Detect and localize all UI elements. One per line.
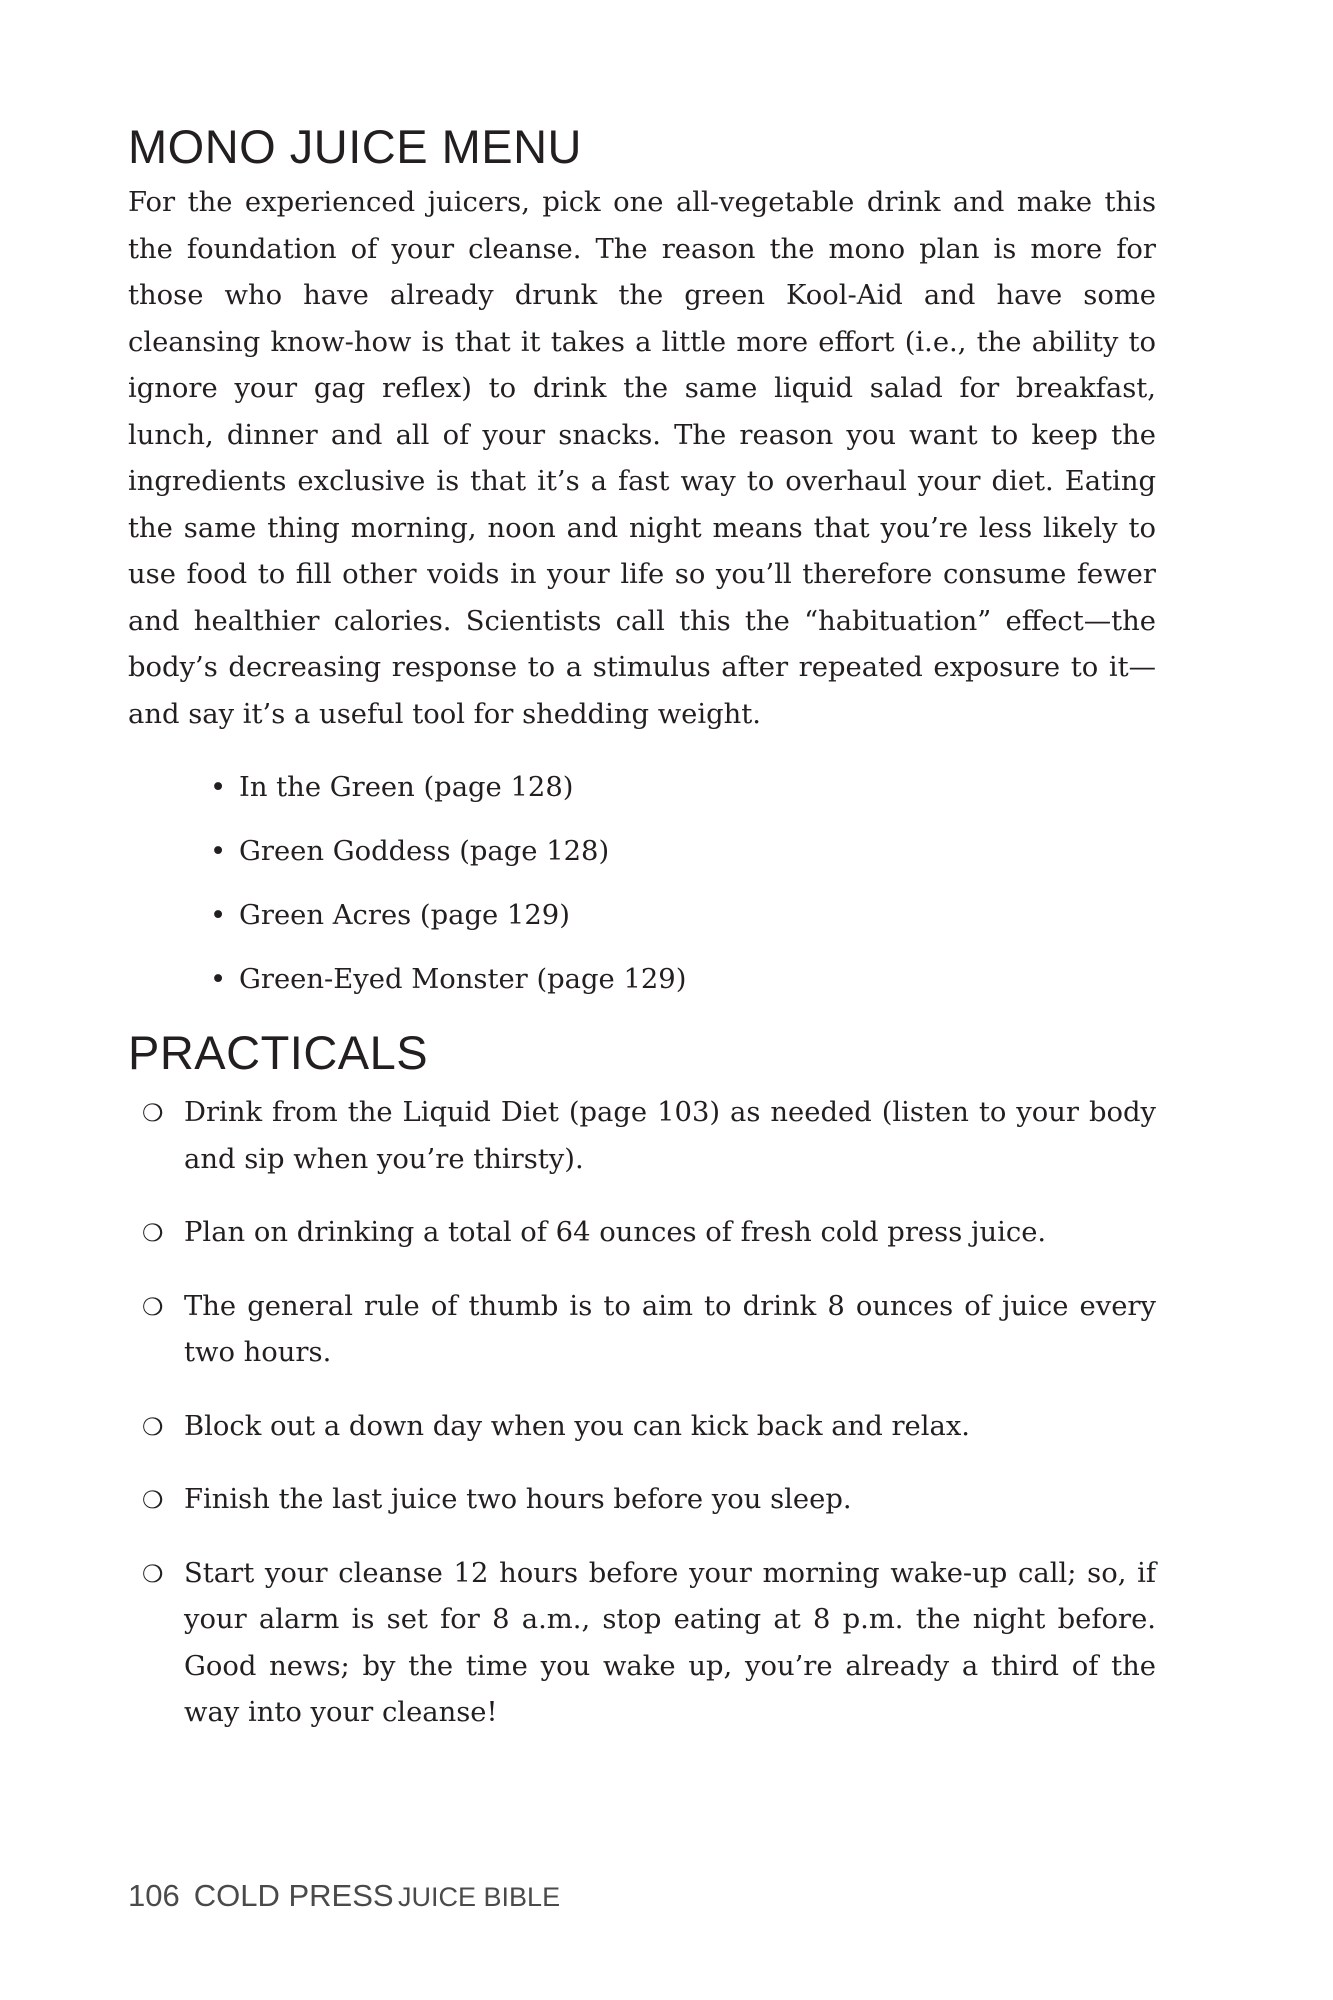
checkbox-circle-icon: ❍ xyxy=(142,1559,164,1588)
checkbox-circle-icon: ❍ xyxy=(142,1219,164,1247)
book-title-secondary: JUICE BIBLE xyxy=(398,1882,561,1912)
checklist-item xyxy=(142,1210,1156,1257)
list-item xyxy=(210,896,1156,936)
checklist-item xyxy=(142,1551,1156,1737)
list-item-text: Green-Eyed Monster (page 129) xyxy=(239,964,687,995)
page-body xyxy=(128,118,1156,1764)
checklist-item-text: Start your cleanse 12 hours before your morning wake-up call; so, if your alarm is set for 8 a.m., stop eating at 8 p.m. the night before. Good news; by the time you wake up, you’re already a third of the way into your cleanse! xyxy=(184,1557,1156,1728)
book-title-primary: COLD PRESS xyxy=(193,1878,394,1913)
checklist-item xyxy=(142,1090,1156,1183)
bullet-icon: • xyxy=(210,836,227,867)
bullet-icon: • xyxy=(210,900,227,931)
practicals-heading: PRACTICALS xyxy=(128,1026,429,1079)
list-item xyxy=(210,960,1156,1000)
mono-juice-menu-heading: MONO JUICE MENU xyxy=(128,120,582,173)
checkbox-circle-icon: ❍ xyxy=(142,1412,164,1441)
page-number: 106 xyxy=(128,1878,180,1913)
checklist-item-text: The general rule of thumb is to aim to drink 8 ounces of juice every two hours. xyxy=(184,1290,1156,1368)
checkbox-circle-icon: ❍ xyxy=(142,1486,164,1514)
checklist-item-text: Block out a down day when you can kick back and relax. xyxy=(184,1410,971,1442)
checkbox-circle-icon: ❍ xyxy=(142,1292,164,1321)
mono-juice-list xyxy=(128,768,1156,1000)
page-footer xyxy=(128,1878,560,1914)
list-item-text: In the Green (page 128) xyxy=(239,772,574,803)
mono-juice-intro-paragraph: For the experienced juicers, pick one all-vegetable drink and make this the foundation of your cleanse. The reason the mono plan is more for those who have already drunk the green Kool-Aid and have some cleansing know-how is that it takes a little more effort (i.e., the ability to ignore your gag reflex) to drink the same liquid salad for breakfast, lunch, dinner and all of your snacks. The reason you want to keep the ingredients exclusive is that it’s a fast way to overhaul your diet. Eating the same thing morning, noon and night means that you’re less likely to use food to fill other voids in your life so you’ll therefore consume fewer and healthier calories. Scientists call this the “habituation” effect—the body’s decreasing response to a stimulus after repeated exposure to it—and say it’s a useful tool for shedding weight. xyxy=(128,187,1156,730)
checklist-item-text: Plan on drinking a total of 64 ounces of fresh cold press juice. xyxy=(184,1217,1047,1248)
list-item-text: Green Acres (page 129) xyxy=(239,900,570,931)
checklist-item-text: Finish the last juice two hours before you sleep. xyxy=(184,1484,852,1515)
checklist-item xyxy=(142,1284,1156,1377)
bullet-icon: • xyxy=(210,964,227,995)
bullet-icon: • xyxy=(210,772,227,803)
practicals-checklist xyxy=(128,1090,1156,1737)
checkbox-circle-icon: ❍ xyxy=(142,1099,164,1127)
checklist-item xyxy=(142,1404,1156,1451)
list-item-text: Green Goddess (page 128) xyxy=(239,836,610,867)
checklist-item-text: Drink from the Liquid Diet (page 103) as needed (listen to your body and sip when you’re thirsty). xyxy=(184,1097,1156,1175)
list-item xyxy=(210,768,1156,808)
checklist-item xyxy=(142,1477,1156,1524)
list-item xyxy=(210,832,1156,872)
